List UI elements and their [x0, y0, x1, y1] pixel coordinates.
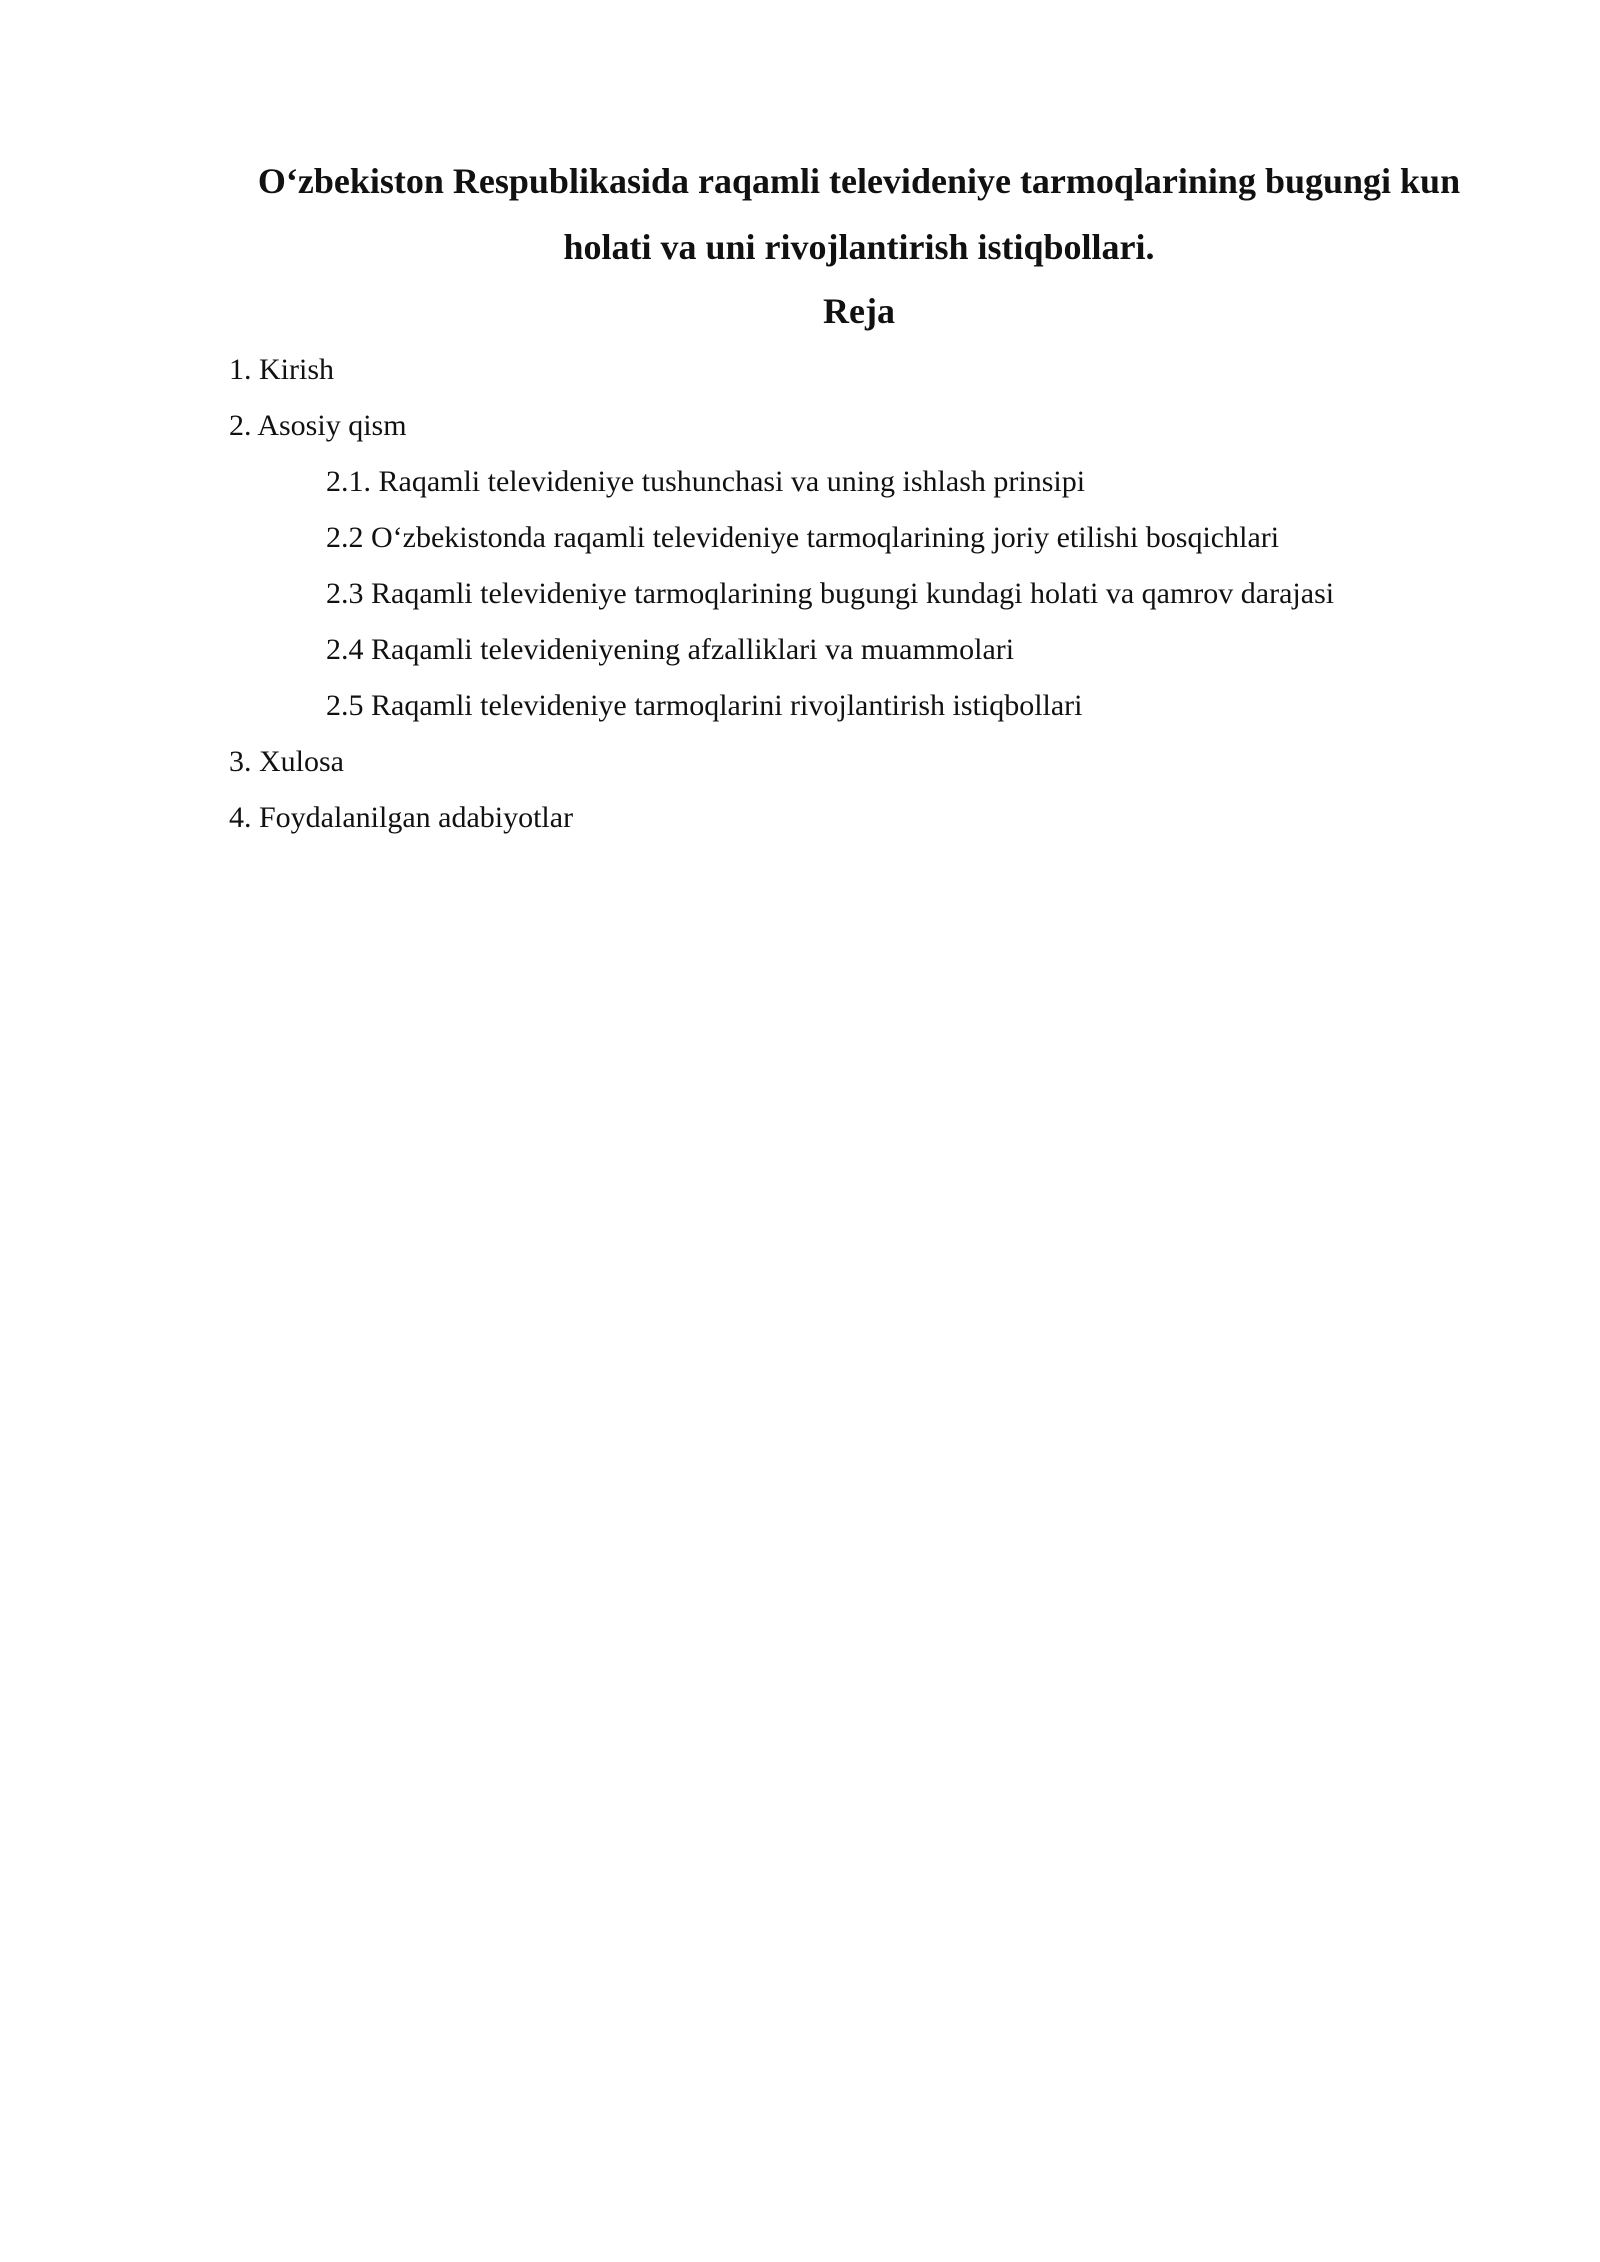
toc-item-adabiyotlar: 4. Foydalanilgan adabiyotlar: [229, 801, 574, 834]
toc-item-kirish: 1. Kirish: [229, 353, 334, 386]
toc-subitem-2-5: 2.5 Raqamli televideniye tarmoqlarini rivojlantirish istiqbollari: [326, 689, 1083, 722]
toc-subitem-2-4: 2.4 Raqamli televideniyening afzalliklari va muammolari: [326, 633, 1015, 666]
plan-heading: Reja: [823, 291, 895, 331]
document-body: [229, 148, 1489, 846]
document-title: O‘zbekiston Respublikasida raqamli televideniye tarmoqlarining bugungi kun holati va uni rivojlantirish istiqbollari.: [257, 161, 1461, 267]
toc-item-xulosa: 3. Xulosa: [229, 745, 344, 778]
toc-item-asosiy-qism: 2. Asosiy qism: [229, 409, 407, 442]
toc-subitem-2-2: 2.2 O‘zbekistonda raqamli televideniye tarmoqlarining joriy etilishi bosqichlari: [326, 521, 1280, 554]
toc-subitem-2-3: 2.3 Raqamli televideniye tarmoqlarining bugungi kundagi holati va qamrov darajasi: [326, 577, 1335, 610]
toc-subitem-2-1: 2.1. Raqamli televideniye tushunchasi va uning ishlash prinsipi: [326, 465, 1086, 498]
table-of-contents: [229, 342, 1489, 846]
